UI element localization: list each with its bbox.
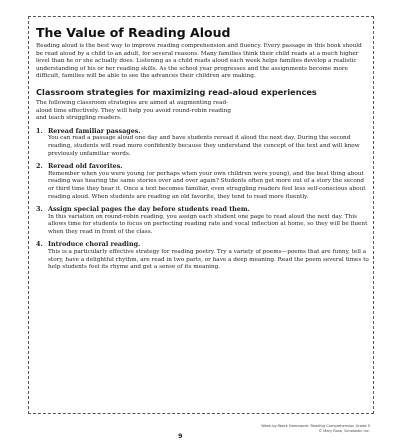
strategy-list [36, 128, 370, 272]
page-number: 9 [178, 432, 183, 440]
strategy-item [36, 128, 370, 158]
strategy-number: 3. [36, 205, 43, 214]
strategy-item [36, 241, 370, 271]
strategy-text: Remember when you were young (or perhaps when your own children were young), and the best thing about reading was hearing the same stories over and over again? Students often get more out of a story the second or third time they hear it. Once a text becomes familiar, even struggling readers feel less self-conscious about reading aloud. When students are reading an old favorite, they tend to read more fluently. [48, 170, 366, 200]
strategy-text: This is a particularly effective strategy for reading poetry. Try a variety of poems—poems that are funny, tell a story, have a delightful rhythm, are read in two parts, or have a deep meaning. Read the poem several times to help students feel its rhyme and get a sense of its meaning. [48, 249, 369, 271]
strategy-number: 1. [36, 126, 43, 135]
footer-copyright-line: © Mary Rose, Scholastic Inc. [318, 428, 370, 433]
strategy-number: 4. [36, 240, 43, 249]
strategies-lead: The following classroom strategies are aimed at augmenting read-aloud time effectively. They will help you avoid round-robin reading and teach struggling readers. [36, 99, 231, 122]
intro-paragraph: Reading aloud is the best way to improve reading comprehension and fluency. Every passage in this book should be read aloud by a child to an adult, for several reasons. Many families think their child reads at a much higher level than he or she actually does. Listening as a child reads aloud each week helps families develop a realistic understanding of his or her reading skills. As the school year progresses and the assignments become more difficult, families will be able to see the advances their children are making. [36, 43, 362, 80]
section-subheading: Classroom strategies for maximizing read-aloud experiences [36, 86, 317, 97]
footer-credit [260, 424, 370, 433]
strategy-item [36, 163, 370, 201]
strategy-heading: Assign special pages the day before students read them. [48, 205, 250, 214]
footer-credit-line: Week-by-Week Homework: Reading Comprehension Grade 5 [261, 424, 370, 428]
page-content [36, 26, 370, 277]
strategy-heading: Reread familiar passages. [48, 126, 141, 135]
strategy-text: You can read a passage aloud one day and have students reread it aloud the next day. During the second reading, students will read more confidently because they understand the concept of the text and will know previously unfamiliar words. [48, 135, 360, 157]
page-title: The Value of Reading Aloud [36, 25, 231, 40]
strategy-text: In this variation on round-robin reading, you assign each student one page to read aloud the next day. This allows time for students to focus on perfecting reading rate and vocal inflection at home, so they will be fluent when they read in front of the class. [48, 213, 368, 235]
strategy-number: 2. [36, 162, 43, 171]
strategy-heading: Reread old favorites. [48, 162, 123, 171]
strategy-heading: Introduce choral reading. [48, 240, 141, 249]
strategy-item [36, 206, 370, 236]
